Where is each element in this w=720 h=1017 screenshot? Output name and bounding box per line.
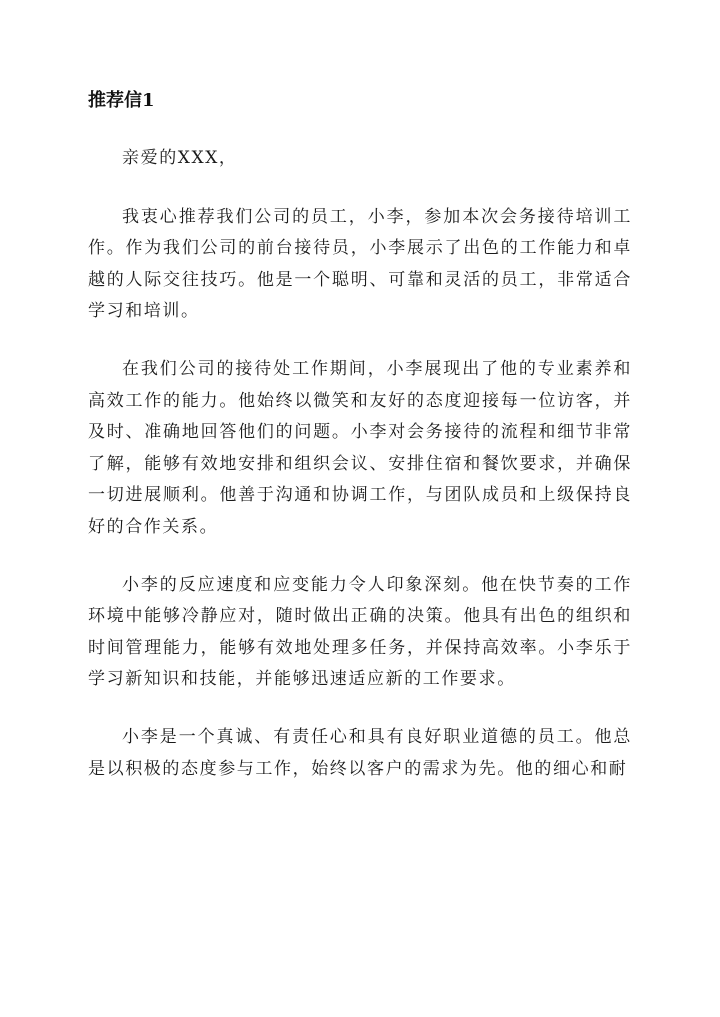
paragraph-1: 我衷心推荐我们公司的员工，小李，参加本次会务接待培训工作。作为我们公司的前台接待员，小李展示了出色的工作能力和卓越的人际交往技巧。他是一个聪明、可靠和灵活的员工，非常适合学习和培训。 (88, 206, 632, 322)
salutation: 亲爱的XXX， (122, 148, 238, 168)
paragraph-4: 小李是一个真诚、有责任心和具有良好职业道德的员工。他总是以积极的态度参与工作，始终以客户的需求为先。他的细心和耐 (88, 726, 632, 779)
letter-body (88, 143, 632, 811)
document-title: 推荐信1 (88, 90, 155, 111)
paragraph-3: 小李的反应速度和应变能力令人印象深刻。他在快节奏的工作环境中能够冷静应对，随时做出正确的决策。他具有出色的组织和时间管理能力，能够有效地处理多任务，并保持高效率。小李乐于学习新知识和技能，并能够迅速适应新的工作要求。 (88, 574, 632, 690)
paragraph-2: 在我们公司的接待处工作期间，小李展现出了他的专业素养和高效工作的能力。他始终以微笑和友好的态度迎接每一位访客，并及时、准确地回答他们的问题。小李对会务接待的流程和细节非常了解，能够有效地安排和组织会议、安排住宿和餐饮要求，并确保一切进展顺利。他善于沟通和协调工作，与团队成员和上级保持良好的合作关系。 (88, 358, 632, 537)
